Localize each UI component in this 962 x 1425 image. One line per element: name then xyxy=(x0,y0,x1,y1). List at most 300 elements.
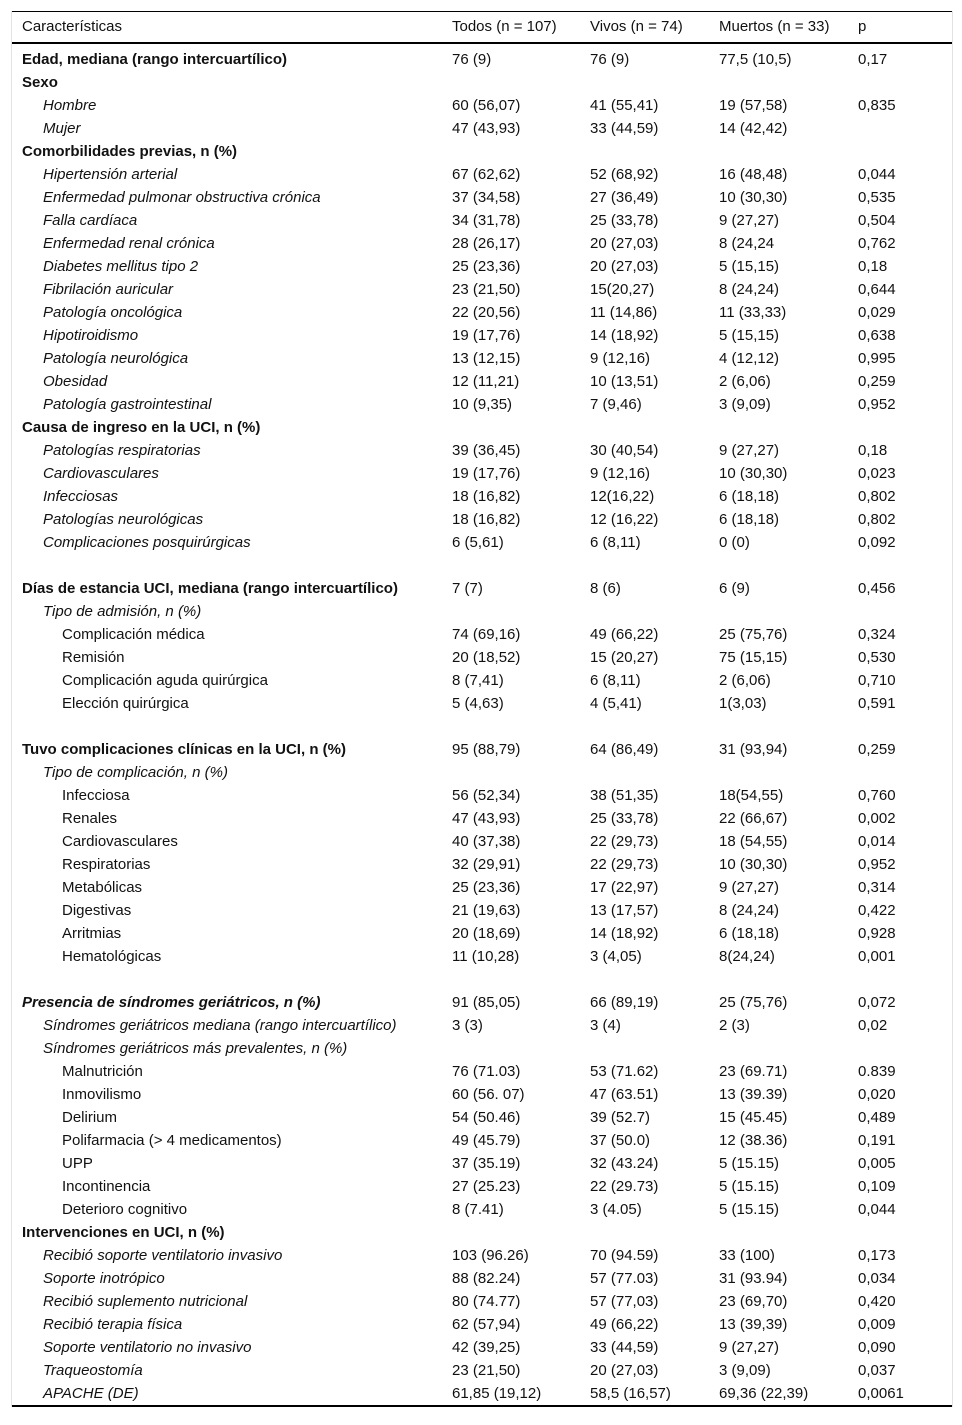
characteristics-table-container xyxy=(11,11,953,1407)
cell-p-value: 0,109 xyxy=(858,1178,896,1195)
cell-p-value: 0,034 xyxy=(858,1270,896,1287)
cell-todos: 88 (82.24) xyxy=(452,1270,521,1287)
header-muertos: Muertos (n = 33) xyxy=(719,18,830,35)
table-row xyxy=(12,1129,952,1152)
cell-todos: 60 (56,07) xyxy=(452,97,521,114)
cell-todos: 18 (16,82) xyxy=(452,488,521,505)
cell-muertos: 13 (39,39) xyxy=(719,1316,788,1333)
row-label: Complicaciones posquirúrgicas xyxy=(43,534,251,551)
cell-todos: 28 (26,17) xyxy=(452,235,521,252)
row-label: Remisión xyxy=(62,649,125,666)
table-row xyxy=(12,807,952,830)
cell-todos: 76 (71.03) xyxy=(452,1063,521,1080)
cell-vivos: 76 (9) xyxy=(590,51,630,68)
row-label: Causa de ingreso en la UCI, n (%) xyxy=(22,419,261,436)
table-row xyxy=(12,301,952,324)
cell-muertos xyxy=(719,416,858,439)
row-label: Patologías neurológicas xyxy=(43,511,204,528)
row-label: Deterioro cognitivo xyxy=(62,1201,188,1218)
cell-muertos: 5 (15,15) xyxy=(719,258,780,275)
cell-todos: 8 (7,41) xyxy=(452,672,504,689)
row-label: Infecciosa xyxy=(62,787,130,804)
cell-p-value xyxy=(858,1037,952,1060)
cell-todos xyxy=(452,968,590,991)
cell-todos: 32 (29,91) xyxy=(452,856,521,873)
cell-muertos: 23 (69.71) xyxy=(719,1063,788,1080)
table-row xyxy=(12,945,952,968)
table-row xyxy=(12,140,952,163)
cell-todos: 5 (4,63) xyxy=(452,695,504,712)
row-label: Incontinencia xyxy=(62,1178,151,1195)
cell-todos xyxy=(452,140,590,163)
table-row xyxy=(12,1198,952,1221)
row-label: Enfermedad pulmonar obstructiva crónica xyxy=(43,189,321,206)
cell-p-value: 0,952 xyxy=(858,856,896,873)
header-p: p xyxy=(858,18,867,35)
cell-todos: 11 (10,28) xyxy=(452,948,520,965)
cell-muertos: 5 (15.15) xyxy=(719,1201,780,1218)
header-row xyxy=(12,12,952,44)
cell-muertos: 2 (6,06) xyxy=(719,373,771,390)
cell-muertos: 10 (30,30) xyxy=(719,465,788,482)
row-label: Síndromes geriátricos más prevalentes, n (%) xyxy=(43,1040,348,1057)
cell-vivos: 9 (12,16) xyxy=(590,350,651,367)
cell-vivos: 49 (66,22) xyxy=(590,626,659,643)
cell-vivos: 66 (89,19) xyxy=(590,994,659,1011)
table-row xyxy=(12,577,952,600)
cell-todos xyxy=(452,416,590,439)
cell-muertos: 25 (75,76) xyxy=(719,994,788,1011)
table-row xyxy=(12,347,952,370)
table-row xyxy=(12,876,952,899)
cell-p-value xyxy=(858,1221,952,1244)
cell-p-value: 0,324 xyxy=(858,626,896,643)
cell-p-value xyxy=(858,416,952,439)
table-row xyxy=(12,1290,952,1313)
cell-todos: 42 (39,25) xyxy=(452,1339,521,1356)
cell-p-value: 0,952 xyxy=(858,396,896,413)
cell-todos: 37 (34,58) xyxy=(452,189,521,206)
table-row xyxy=(12,1244,952,1267)
row-label: Soporte inotrópico xyxy=(43,1270,165,1287)
cell-muertos: 12 (38.36) xyxy=(719,1132,788,1149)
cell-vivos: 22 (29,73) xyxy=(590,833,659,850)
row-label: Patologías respiratorias xyxy=(43,442,201,459)
cell-todos: 22 (20,56) xyxy=(452,304,521,321)
cell-vivos: 10 (13,51) xyxy=(590,373,659,390)
row-label: Tuvo complicaciones clínicas en la UCI, n (%) xyxy=(22,741,346,758)
cell-vivos: 33 (44,59) xyxy=(590,120,659,137)
cell-p-value: 0,18 xyxy=(858,258,888,275)
cell-vivos: 8 (6) xyxy=(590,580,621,597)
cell-p-value xyxy=(858,968,952,991)
cell-muertos: 5 (15.15) xyxy=(719,1155,780,1172)
cell-todos: 103 (96.26) xyxy=(452,1247,529,1264)
table-row xyxy=(12,1152,952,1175)
cell-p-value: 0,802 xyxy=(858,488,896,505)
cell-muertos xyxy=(719,761,858,784)
cell-p-value: 0,090 xyxy=(858,1339,896,1356)
cell-todos: 25 (23,36) xyxy=(452,258,521,275)
characteristics-table xyxy=(12,11,952,1407)
cell-vivos: 9 (12,16) xyxy=(590,465,651,482)
cell-p-value xyxy=(858,600,952,623)
cell-todos: 67 (62,62) xyxy=(452,166,521,183)
cell-muertos: 3 (9,09) xyxy=(719,1362,771,1379)
cell-muertos: 4 (12,12) xyxy=(719,350,780,367)
table-row xyxy=(12,1106,952,1129)
row-label: Metabólicas xyxy=(62,879,143,896)
row-label: Diabetes mellitus tipo 2 xyxy=(43,258,199,275)
table-row xyxy=(12,117,952,140)
row-label: Recibió soporte ventilatorio invasivo xyxy=(43,1247,283,1264)
cell-vivos xyxy=(590,1221,719,1244)
cell-todos xyxy=(452,1221,590,1244)
cell-muertos: 8 (24,24 xyxy=(719,235,775,252)
table-row xyxy=(12,692,952,715)
cell-muertos: 3 (9,09) xyxy=(719,396,771,413)
table-row xyxy=(12,462,952,485)
table-row xyxy=(12,370,952,393)
cell-todos: 10 (9,35) xyxy=(452,396,513,413)
row-label: APACHE (DE) xyxy=(43,1385,139,1402)
cell-muertos: 6 (18,18) xyxy=(719,925,780,942)
cell-vivos xyxy=(590,968,719,991)
cell-todos: 91 (85,05) xyxy=(452,994,521,1011)
cell-p-value: 0,044 xyxy=(858,166,896,183)
cell-p-value: 0,002 xyxy=(858,810,896,827)
spacer-row xyxy=(12,554,952,577)
cell-muertos: 18(54,55) xyxy=(719,787,784,804)
row-label: Sexo xyxy=(22,74,58,91)
table-row xyxy=(12,991,952,1014)
header-vivos: Vivos (n = 74) xyxy=(590,18,683,35)
cell-vivos xyxy=(590,1037,719,1060)
row-label: Enfermedad renal crónica xyxy=(43,235,215,252)
table-row xyxy=(12,186,952,209)
cell-p-value: 0,02 xyxy=(858,1017,888,1034)
cell-vivos: 25 (33,78) xyxy=(590,212,659,229)
cell-p-value xyxy=(858,761,952,784)
cell-vivos: 3 (4,05) xyxy=(590,948,642,965)
cell-todos: 76 (9) xyxy=(452,51,492,68)
cell-todos: 49 (45.79) xyxy=(452,1132,521,1149)
cell-p-value: 0,014 xyxy=(858,833,896,850)
cell-todos: 23 (21,50) xyxy=(452,281,521,298)
cell-muertos: 14 (42,42) xyxy=(719,120,788,137)
cell-muertos: 8(24,24) xyxy=(719,948,775,965)
row-label: Malnutrición xyxy=(62,1063,143,1080)
cell-todos: 80 (74.77) xyxy=(452,1293,521,1310)
cell-todos: 25 (23,36) xyxy=(452,879,521,896)
cell-p-value: 0,001 xyxy=(858,948,896,965)
cell-todos xyxy=(452,554,590,577)
cell-todos xyxy=(452,715,590,738)
cell-muertos xyxy=(719,1221,858,1244)
header-todos: Todos (n = 107) xyxy=(452,18,557,35)
spacer-row xyxy=(12,715,952,738)
cell-muertos: 2 (3) xyxy=(719,1017,750,1034)
cell-p-value: 0,710 xyxy=(858,672,896,689)
cell-todos: 23 (21,50) xyxy=(452,1362,521,1379)
cell-muertos: 22 (66,67) xyxy=(719,810,788,827)
cell-todos: 19 (17,76) xyxy=(452,327,521,344)
cell-vivos: 3 (4.05) xyxy=(590,1201,642,1218)
cell-todos: 7 (7) xyxy=(452,580,483,597)
cell-p-value: 0,072 xyxy=(858,994,896,1011)
cell-vivos xyxy=(590,600,719,623)
cell-vivos: 3 (4) xyxy=(590,1017,621,1034)
cell-p-value xyxy=(858,140,952,163)
row-label: Cardiovasculares xyxy=(43,465,159,482)
cell-vivos: 25 (33,78) xyxy=(590,810,659,827)
row-label: Inmovilismo xyxy=(62,1086,142,1103)
row-label: Patología gastrointestinal xyxy=(43,396,212,413)
table-row xyxy=(12,1014,952,1037)
cell-todos: 19 (17,76) xyxy=(452,465,521,482)
table-row xyxy=(12,1359,952,1382)
row-label: Infecciosas xyxy=(43,488,119,505)
row-label: Síndromes geriátricos mediana (rango intercuartílico) xyxy=(43,1017,397,1034)
cell-vivos xyxy=(590,71,719,94)
cell-todos xyxy=(452,761,590,784)
cell-muertos: 9 (27,27) xyxy=(719,212,780,229)
row-label: Hipertensión arterial xyxy=(43,166,178,183)
cell-muertos: 1(3,03) xyxy=(719,695,767,712)
cell-p-value: 0,760 xyxy=(858,787,896,804)
row-label: UPP xyxy=(62,1155,93,1172)
cell-muertos: 2 (6,06) xyxy=(719,672,771,689)
cell-todos: 13 (12,15) xyxy=(452,350,521,367)
cell-p-value xyxy=(858,117,952,140)
row-label xyxy=(12,968,452,991)
cell-p-value: 0,037 xyxy=(858,1362,896,1379)
row-label: Digestivas xyxy=(62,902,132,919)
cell-muertos: 9 (27,27) xyxy=(719,879,780,896)
row-label: Soporte ventilatorio no invasivo xyxy=(43,1339,252,1356)
cell-vivos: 33 (44,59) xyxy=(590,1339,659,1356)
table-header xyxy=(12,12,952,44)
row-label: Hematológicas xyxy=(62,948,162,965)
table-row xyxy=(12,646,952,669)
table-row xyxy=(12,255,952,278)
cell-vivos: 22 (29,73) xyxy=(590,856,659,873)
table-row xyxy=(12,94,952,117)
cell-muertos: 31 (93.94) xyxy=(719,1270,788,1287)
cell-todos xyxy=(452,600,590,623)
row-label: Respiratorias xyxy=(62,856,151,873)
table-row xyxy=(12,232,952,255)
cell-p-value: 0,420 xyxy=(858,1293,896,1310)
table-row xyxy=(12,1313,952,1336)
row-label: Obesidad xyxy=(43,373,108,390)
cell-p-value: 0,005 xyxy=(858,1155,896,1172)
cell-todos: 95 (88,79) xyxy=(452,741,521,758)
row-label: Tipo de admisión, n (%) xyxy=(43,603,202,620)
row-label: Cardiovasculares xyxy=(62,833,178,850)
cell-vivos: 12 (16,22) xyxy=(590,511,659,528)
cell-vivos: 39 (52.7) xyxy=(590,1109,651,1126)
cell-todos: 40 (37,38) xyxy=(452,833,521,850)
row-label: Fibrilación auricular xyxy=(43,281,174,298)
table-row xyxy=(12,43,952,71)
table-row xyxy=(12,1382,952,1406)
row-label: Recibió terapia física xyxy=(43,1316,183,1333)
cell-p-value: 0,504 xyxy=(858,212,896,229)
cell-todos: 27 (25.23) xyxy=(452,1178,521,1195)
cell-muertos: 8 (24,24) xyxy=(719,902,780,919)
cell-todos: 20 (18,52) xyxy=(452,649,521,666)
cell-p-value: 0,173 xyxy=(858,1247,896,1264)
header-caracteristicas: Características xyxy=(22,18,123,35)
table-row xyxy=(12,416,952,439)
cell-muertos: 0 (0) xyxy=(719,534,750,551)
cell-vivos: 53 (71.62) xyxy=(590,1063,659,1080)
cell-muertos xyxy=(719,140,858,163)
cell-p-value: 0.839 xyxy=(858,1063,896,1080)
table-row xyxy=(12,1083,952,1106)
table-row xyxy=(12,508,952,531)
cell-todos: 61,85 (19,12) xyxy=(452,1385,542,1402)
cell-todos: 18 (16,82) xyxy=(452,511,521,528)
cell-p-value xyxy=(858,715,952,738)
cell-vivos: 20 (27,03) xyxy=(590,1362,659,1379)
cell-p-value: 0,638 xyxy=(858,327,896,344)
cell-muertos: 23 (69,70) xyxy=(719,1293,788,1310)
cell-p-value: 0,029 xyxy=(858,304,896,321)
row-label: Tipo de complicación, n (%) xyxy=(43,764,228,781)
table-row xyxy=(12,761,952,784)
cell-muertos: 5 (15.15) xyxy=(719,1178,780,1195)
cell-vivos: 20 (27,03) xyxy=(590,258,659,275)
cell-todos: 6 (5,61) xyxy=(452,534,504,551)
cell-muertos: 77,5 (10,5) xyxy=(719,51,792,68)
row-label: Patología oncológica xyxy=(43,304,183,321)
row-label: Presencia de síndromes geriátricos, n (%) xyxy=(22,994,321,1011)
table-row xyxy=(12,439,952,462)
cell-p-value: 0,023 xyxy=(858,465,896,482)
cell-todos: 39 (36,45) xyxy=(452,442,521,459)
cell-p-value: 0,191 xyxy=(858,1132,896,1149)
cell-vivos: 13 (17,57) xyxy=(590,902,659,919)
table-row xyxy=(12,1060,952,1083)
cell-vivos: 57 (77,03) xyxy=(590,1293,659,1310)
table-row xyxy=(12,784,952,807)
cell-muertos: 15 (45.45) xyxy=(719,1109,788,1126)
cell-muertos: 6 (18,18) xyxy=(719,488,780,505)
cell-vivos: 41 (55,41) xyxy=(590,97,659,114)
cell-vivos: 49 (66,22) xyxy=(590,1316,659,1333)
cell-p-value: 0,644 xyxy=(858,281,896,298)
table-row xyxy=(12,485,952,508)
table-row xyxy=(12,1336,952,1359)
cell-p-value: 0,020 xyxy=(858,1086,896,1103)
row-label: Renales xyxy=(62,810,118,827)
cell-muertos xyxy=(719,715,858,738)
cell-vivos xyxy=(590,761,719,784)
cell-todos: 62 (57,94) xyxy=(452,1316,521,1333)
cell-vivos: 11 (14,86) xyxy=(590,304,658,321)
cell-todos: 3 (3) xyxy=(452,1017,483,1034)
cell-todos: 21 (19,63) xyxy=(452,902,521,919)
cell-todos: 60 (56. 07) xyxy=(452,1086,525,1103)
row-label: Comorbilidades previas, n (%) xyxy=(22,143,238,160)
cell-muertos: 13 (39.39) xyxy=(719,1086,788,1103)
cell-p-value: 0,762 xyxy=(858,235,896,252)
cell-todos: 56 (52,34) xyxy=(452,787,521,804)
cell-muertos xyxy=(719,968,858,991)
table-row xyxy=(12,209,952,232)
row-label: Elección quirúrgica xyxy=(62,695,189,712)
cell-vivos: 52 (68,92) xyxy=(590,166,659,183)
table-body xyxy=(12,43,952,1406)
cell-todos: 34 (31,78) xyxy=(452,212,521,229)
cell-vivos: 15(20,27) xyxy=(590,281,655,298)
table-row xyxy=(12,531,952,554)
cell-p-value: 0,489 xyxy=(858,1109,896,1126)
table-row xyxy=(12,1037,952,1060)
cell-vivos: 37 (50.0) xyxy=(590,1132,651,1149)
cell-vivos: 14 (18,92) xyxy=(590,925,659,942)
cell-muertos: 5 (15,15) xyxy=(719,327,780,344)
row-label: Falla cardíaca xyxy=(43,212,138,229)
row-label xyxy=(12,554,452,577)
cell-p-value: 0,009 xyxy=(858,1316,896,1333)
table-row xyxy=(12,1221,952,1244)
row-label: Complicación médica xyxy=(62,626,205,643)
cell-vivos: 22 (29.73) xyxy=(590,1178,659,1195)
cell-vivos: 4 (5,41) xyxy=(590,695,642,712)
cell-vivos: 64 (86,49) xyxy=(590,741,659,758)
table-row xyxy=(12,600,952,623)
cell-p-value: 0,535 xyxy=(858,189,896,206)
cell-muertos: 69,36 (22,39) xyxy=(719,1385,809,1402)
cell-muertos xyxy=(719,554,858,577)
cell-muertos: 25 (75,76) xyxy=(719,626,788,643)
cell-p-value: 0,456 xyxy=(858,580,896,597)
cell-vivos: 6 (8,11) xyxy=(590,672,641,689)
table-row xyxy=(12,623,952,646)
cell-muertos: 10 (30,30) xyxy=(719,856,788,873)
cell-vivos: 58,5 (16,57) xyxy=(590,1385,671,1402)
row-label: Delirium xyxy=(62,1109,118,1126)
cell-p-value xyxy=(858,554,952,577)
cell-p-value: 0,092 xyxy=(858,534,896,551)
table-row xyxy=(12,163,952,186)
cell-muertos: 8 (24,24) xyxy=(719,281,780,298)
cell-muertos: 16 (48,48) xyxy=(719,166,788,183)
row-label: Edad, mediana (rango intercuartílico) xyxy=(22,51,288,68)
cell-todos: 54 (50.46) xyxy=(452,1109,521,1126)
cell-p-value: 0,530 xyxy=(858,649,896,666)
row-label: Patología neurológica xyxy=(43,350,189,367)
cell-vivos: 20 (27,03) xyxy=(590,235,659,252)
cell-p-value: 0,422 xyxy=(858,902,896,919)
table-row xyxy=(12,669,952,692)
cell-todos xyxy=(452,1037,590,1060)
cell-vivos xyxy=(590,715,719,738)
cell-todos: 12 (11,21) xyxy=(452,373,520,390)
cell-p-value: 0,995 xyxy=(858,350,896,367)
cell-p-value: 0,802 xyxy=(858,511,896,528)
table-row xyxy=(12,1175,952,1198)
cell-muertos: 33 (100) xyxy=(719,1247,775,1264)
table-row xyxy=(12,1267,952,1290)
cell-vivos: 7 (9,46) xyxy=(590,396,642,413)
cell-todos: 37 (35.19) xyxy=(452,1155,521,1172)
cell-vivos: 70 (94.59) xyxy=(590,1247,659,1264)
row-label: Recibió suplemento nutricional xyxy=(43,1293,248,1310)
